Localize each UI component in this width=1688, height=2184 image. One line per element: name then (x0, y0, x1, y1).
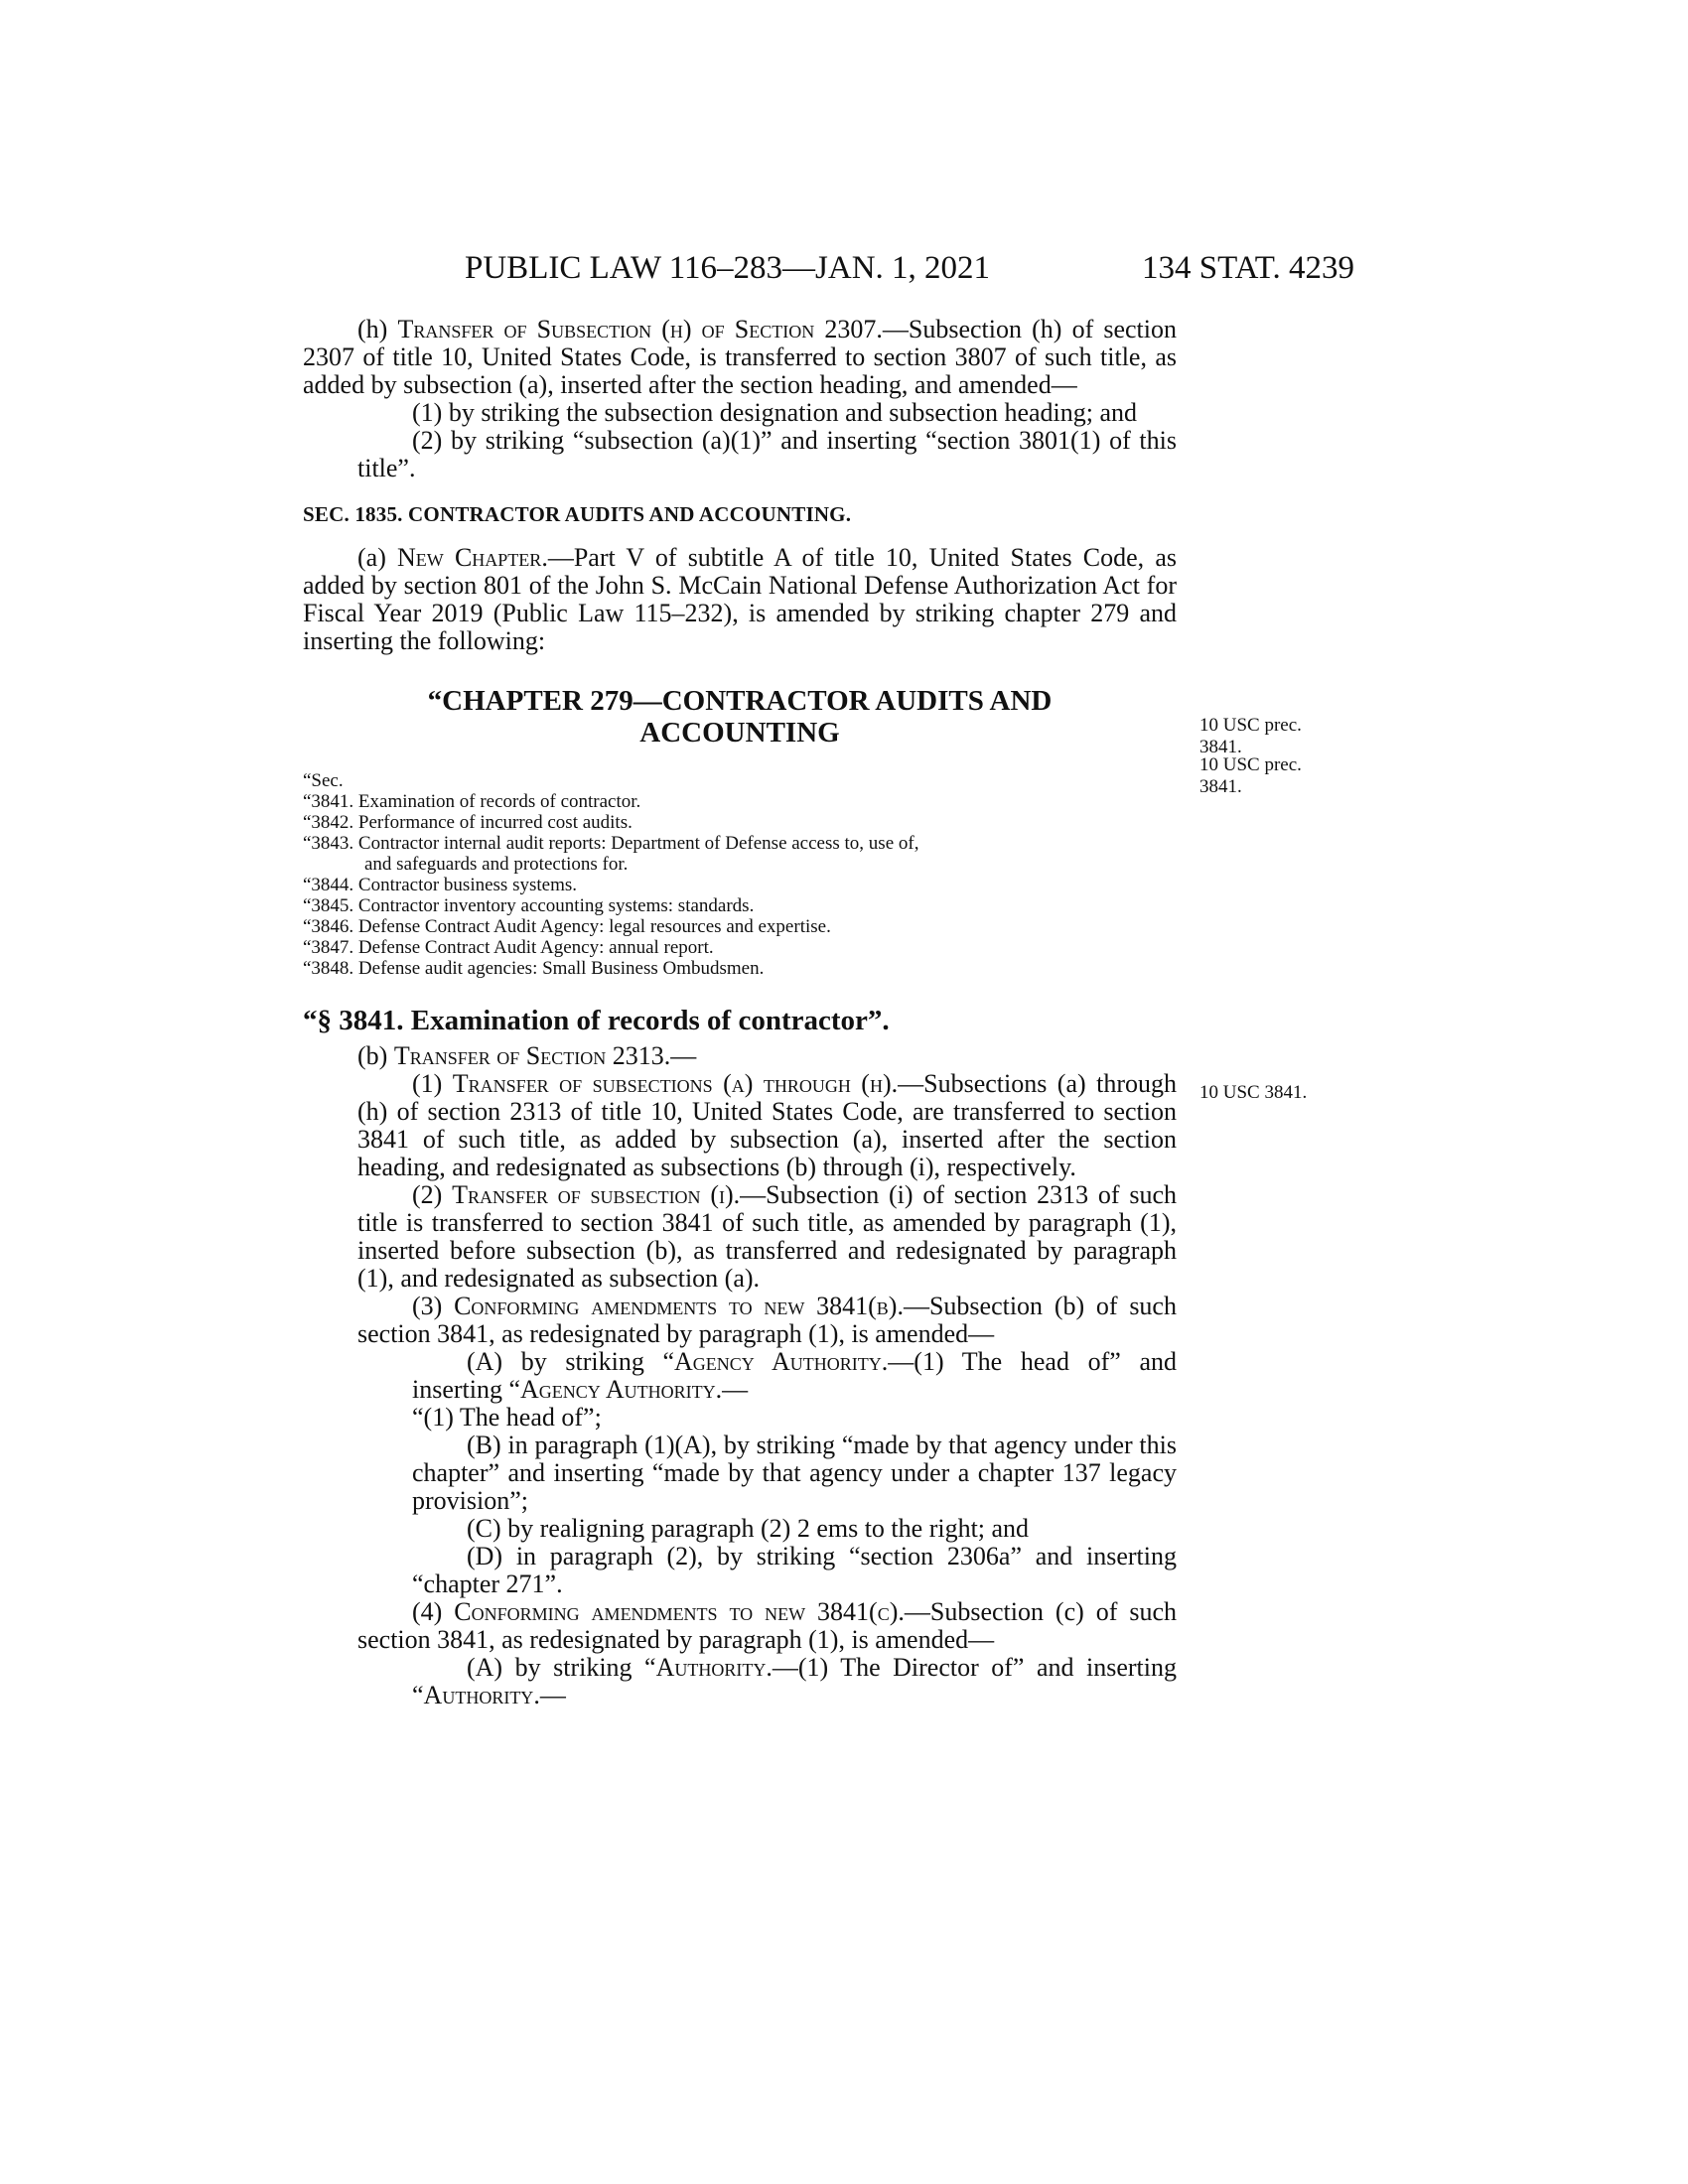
paragraph-b4: (4) Conforming amendments to new 3841(c).—Subsection (c) of such section 3841, as redesignated by paragraph (1), is amended— (357, 1597, 1177, 1654)
toc-entry: “3848. Defense audit agencies: Small Business Ombudsmen. (303, 958, 765, 979)
paragraph-b4-heading: Conforming amendments to new 3841(c) (454, 1597, 899, 1626)
toc-entry: “3846. Defense Contract Audit Agency: legal resources and expertise. (303, 916, 831, 937)
toc-entry: “3847. Defense Contract Audit Agency: annual report. (303, 937, 714, 958)
section-heading: SEC. 1835. CONTRACTOR AUDITS AND ACCOUNTING. (303, 502, 852, 526)
subparagraph-b3D: (D) in paragraph (2), by striking “section 2306a” and inserting “chapter 271”. (412, 1542, 1177, 1598)
subparagraph-b4A: (A) by striking “Authority.—(1) The Director of” and inserting “Authority.— (412, 1653, 1177, 1709)
subsection-b-heading: Transfer of Section 2313 (393, 1041, 664, 1070)
toc-entry: “3843. Contractor internal audit reports: Department of Defense access to, use of, (303, 833, 919, 854)
paragraph-h2: (2) by striking “subsection (a)(1)” and inserting “section 3801(1) of this title”. (357, 426, 1177, 482)
margin-note-usc-3841: 10 USC 3841. (1199, 1082, 1308, 1103)
toc-entry-continuation: and safeguards and protections for. (364, 854, 629, 875)
toc-entry: “3841. Examination of records of contractor. (303, 791, 641, 812)
subsection-a: (a) New Chapter.—Part V of subtitle A of title 10, United States Code, as added by section 801 of the John S. McCain National Defense Authorization Act for Fiscal Year 2019 (Public Law 115–232), is amended by striking chapter 279 and inserting the following: (303, 543, 1178, 655)
chapter-heading: “CHAPTER 279—CONTRACTOR AUDITS AND ACCOUNTING (427, 685, 1053, 749)
subsection-h-heading: Transfer of Subsection (h) of Section 2307 (397, 315, 877, 343)
paragraph-b3-heading: Conforming amendments to new 3841(b) (454, 1292, 898, 1320)
table-of-sections (303, 770, 1177, 979)
subparagraph-b3C: (C) by realigning paragraph (2) 2 ems to the right; and (467, 1514, 1030, 1543)
subparagraph-b3B: (B) in paragraph (1)(A), by striking “made by that agency under this chapter” and inserting “made by that agency under a chapter 137 legacy provision”; (412, 1431, 1177, 1515)
subparagraph-b3A: (A) by striking “Agency Authority.—(1) The head of” and inserting “Agency Authority.— (412, 1347, 1177, 1404)
toc-sec-label: “Sec. (303, 770, 344, 791)
paragraph-b2: (2) Transfer of subsection (i).—Subsection (i) of section 2313 of such title is transferred to section 3841 of such title, as amended by paragraph (1), inserted before subsection (b), as transferred and redesignated by paragraph (1), and redesignated as subsection (a). (357, 1180, 1177, 1293)
paragraph-b1: (1) Transfer of subsections (a) through (h).—Subsections (a) through (h) of section 2313 of title 10, United States Code, are transferred to section 3841 of such title, as added by subsection (a), inserted after the section heading, and redesignated as subsections (b) through (i), respectively. (357, 1069, 1177, 1181)
paragraph-b3: (3) Conforming amendments to new 3841(b).—Subsection (b) of such section 3841, as redesignated by paragraph (1), is amended— (357, 1292, 1177, 1348)
toc-entry: “3844. Contractor business systems. (303, 875, 578, 895)
margin-note-usc-prec: 10 USC prec. 3841. (1199, 715, 1302, 757)
toc-entry: “3842. Performance of incurred cost audits. (303, 812, 633, 833)
subsection-h: (h) Transfer of Subsection (h) of Section 2307.—Subsection (h) of section 2307 of title 10, United States Code, is transferred to section 3807 of such title, as added by subsection (a), inserted after the section heading, and amended— (303, 315, 1178, 399)
paragraph-h1: (1) by striking the subsection designation and subsection heading; and (412, 398, 1138, 427)
header-stat-page: 134 STAT. 4239 (1142, 250, 1355, 286)
main-text (303, 316, 1177, 1709)
subsection-b: (b) Transfer of Section 2313.— (357, 1041, 697, 1070)
paragraph-b2-heading: Transfer of subsection (i) (452, 1180, 734, 1209)
toc-entry: “3845. Contractor inventory accounting systems: standards. (303, 895, 755, 916)
subsection-a-heading: New Chapter (397, 543, 542, 572)
paragraph-b1-heading: Transfer of subsections (a) through (h) (452, 1069, 892, 1098)
quoted-text: “(1) The head of”; (412, 1403, 602, 1432)
header-title: PUBLIC LAW 116–283—JAN. 1, 2021 (465, 250, 991, 286)
section-3841-title: “§ 3841. Examination of records of contractor”. (303, 1005, 890, 1036)
running-header (0, 250, 1688, 290)
margin-note-usc-prec: 10 USC prec. 3841. (1199, 754, 1302, 797)
